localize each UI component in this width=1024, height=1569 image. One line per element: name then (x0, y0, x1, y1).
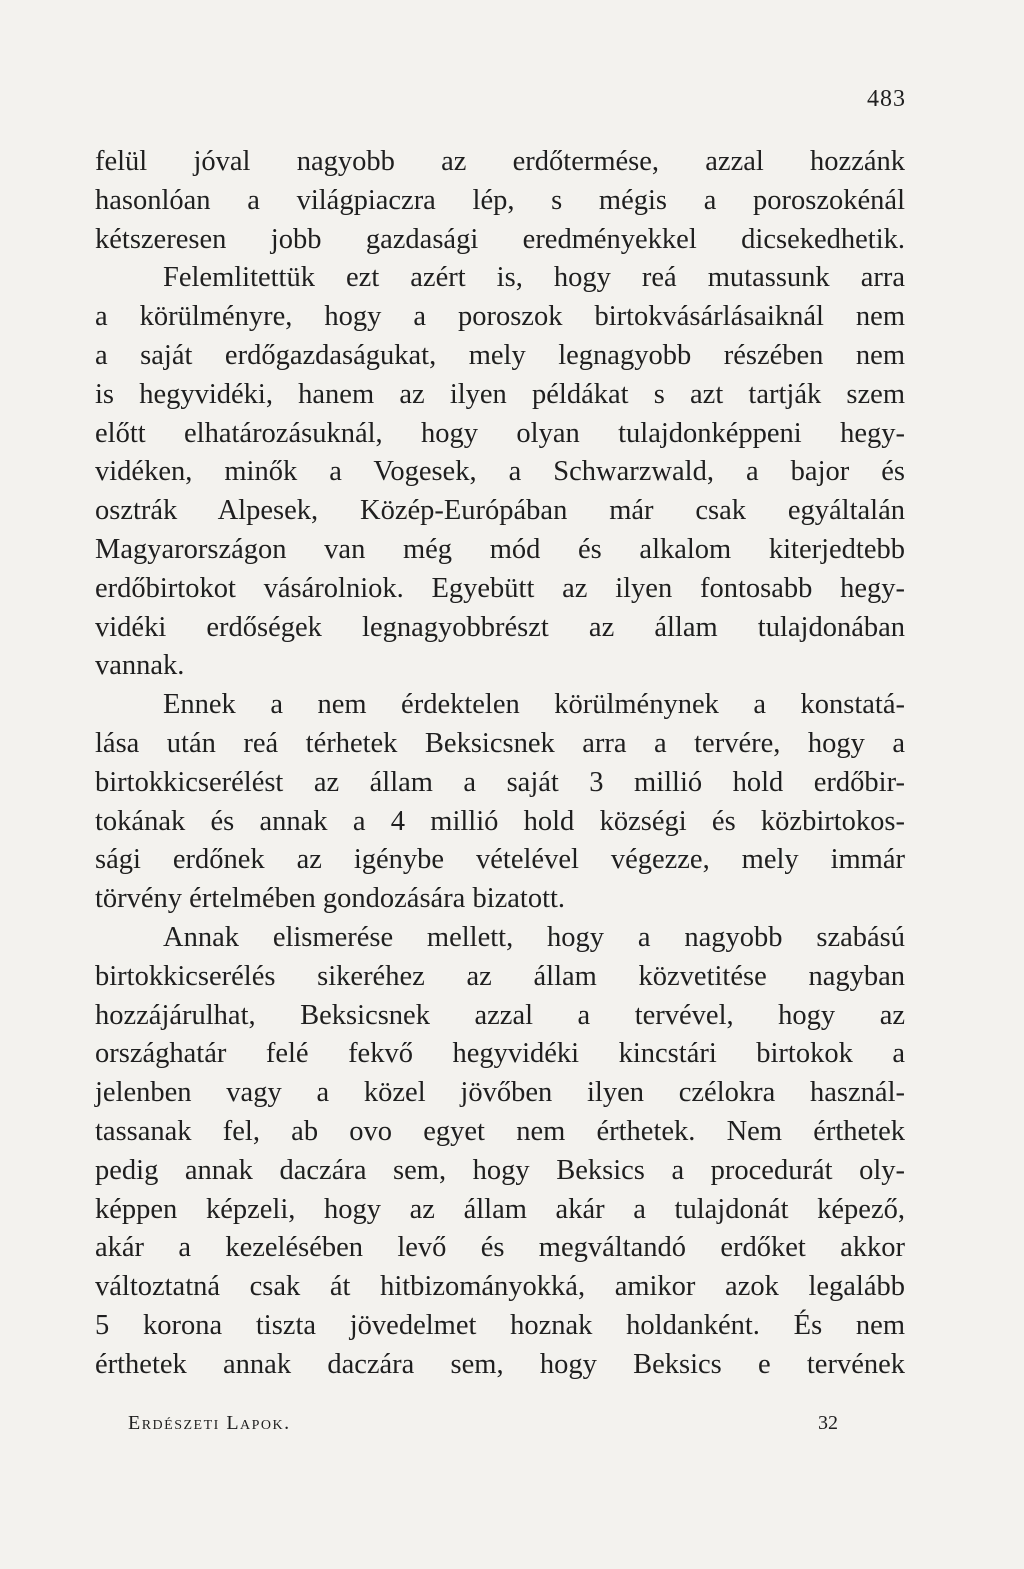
text-line: birtokkicserélést az állam a saját 3 millió hold erdőbir- (95, 766, 905, 798)
text-line: vannak. (95, 650, 185, 682)
text-line: jelenben vagy a közel jövőben ilyen czélokra használ- (95, 1077, 905, 1109)
page-number: 483 (867, 86, 906, 112)
text-line: Felemlitettük ezt azért is, hogy reá mutassunk arra (163, 262, 905, 294)
text-line: is hegyvidéki, hanem az ilyen példákat s azt tartják szem (95, 378, 905, 410)
text-line: tassanak fel, ab ovo egyet nem érthetek. Nem érthetek (95, 1115, 905, 1147)
text-line: képpen képzeli, hogy az állam akár a tulajdonát képező, (95, 1193, 905, 1225)
text-line: a körülményre, hogy a poroszok birtokvásárlásaiknál nem (95, 301, 905, 333)
text-line: akár a kezelésében levő és megváltandó erdőket akkor (95, 1232, 905, 1264)
text-line: erdőbirtokot vásárolniok. Egyebütt az ilyen fontosabb hegy- (95, 572, 905, 604)
text-line: 5 korona tiszta jövedelmet hoznak holdanként. És nem (95, 1309, 905, 1341)
text-line: vidéken, minők a Vogesek, a Schwarzwald, a bajor és (95, 456, 905, 488)
text-line: birtokkicserélés sikeréhez az állam közvetitése nagyban (95, 960, 905, 992)
text-line: törvény értelmében gondozására bizatott. (95, 883, 566, 915)
text-line: előtt elhatározásuknál, hogy olyan tulajdonképpeni hegy- (95, 417, 905, 449)
text-line: Ennek a nem érdektelen körülménynek a konstatá- (163, 689, 905, 721)
text-line: a saját erdőgazdaságukat, mely legnagyobb részében nem (95, 339, 905, 371)
text-line: Magyarországon van még mód és alkalom kiterjedtebb (95, 533, 905, 565)
text-line: hozzájárulhat, Beksicsnek azzal a tervével, hogy az (95, 999, 905, 1031)
text-line: lása után reá térhetek Beksicsnek arra a tervére, hogy a (95, 727, 905, 759)
journal-title: Erdészeti Lapok. (128, 1412, 291, 1434)
text-line: pedig annak daczára sem, hogy Beksics a procedurát oly- (95, 1154, 905, 1186)
text-line: osztrák Alpesek, Közép-Európában már csak egyáltalán (95, 495, 905, 527)
text-line: kétszeresen jobb gazdasági eredményekkel dicsekedhetik. (95, 223, 905, 255)
sheet-number: 32 (818, 1412, 838, 1434)
body-text (95, 143, 905, 1385)
page-footer (128, 1412, 838, 1435)
text-line: változtatná csak át hitbizományokká, amikor azok legalább (95, 1271, 905, 1303)
text-line: érthetek annak daczára sem, hogy Beksics e tervének (95, 1348, 905, 1380)
text-line: vidéki erdőségek legnagyobbrészt az állam tulajdonában (95, 611, 905, 643)
text-line: tokának és annak a 4 millió hold községi és közbirtokos- (95, 805, 905, 837)
text-line: Annak elismerése mellett, hogy a nagyobb szabású (163, 921, 905, 953)
text-line: országhatár felé fekvő hegyvidéki kincstári birtokok a (95, 1038, 905, 1070)
text-line: hasonlóan a világpiaczra lép, s mégis a poroszokénál (95, 184, 905, 216)
text-line: sági erdőnek az igénybe vételével végezze, mely immár (95, 844, 905, 876)
text-line: felül jóval nagyobb az erdőtermése, azzal hozzánk (95, 146, 905, 177)
